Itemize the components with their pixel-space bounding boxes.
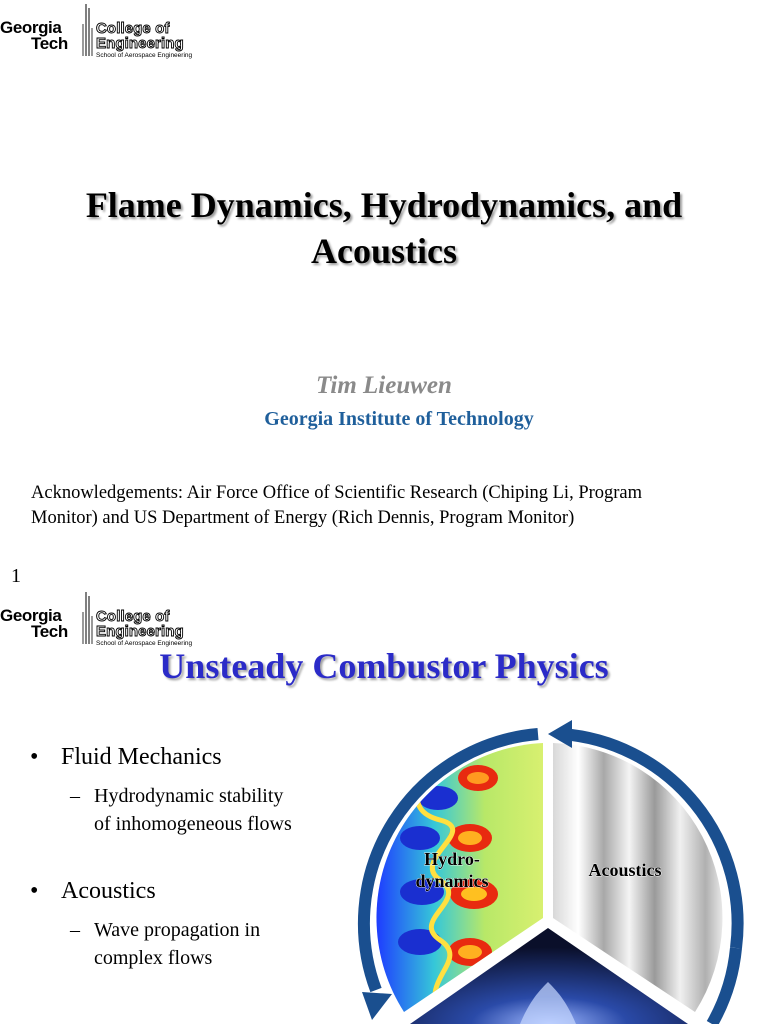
tech-tower-icon [80,592,94,644]
author-name: Tim Lieuwen [316,372,452,399]
georgia-tech-logo [0,4,220,62]
acknowledgements [31,481,751,531]
logo-school-text: School of Aerospace Engineering [96,52,193,59]
label-hydro-line2: dynamics [415,871,489,891]
slide1-title-line1: Flame Dynamics, Hydrodynamics, and [85,185,683,225]
tech-tower-icon [80,4,94,56]
bullet-text: Acoustics [61,878,156,904]
bullet-dot: • [30,878,39,904]
label-acoustics: Acoustics [588,860,662,880]
slide1-title [0,182,768,274]
logo-tech-text: Tech [31,622,68,641]
sub-bullet [70,916,260,972]
page-number: 1 [11,565,21,587]
affiliation: Georgia Institute of Technology [264,408,534,430]
bullet-dot: • [30,744,39,770]
logo-school-text: School of Aerospace Engineering [96,640,193,647]
sub-bullet-line1: Wave propagation in [94,919,261,941]
dash-marker: – [70,919,80,941]
georgia-tech-logo-2 [0,592,220,650]
slide2-title: Unsteady Combustor Physics [159,646,609,686]
sub-bullet-line2: of inhomogeneous flows [94,813,292,835]
logo-tech-text: Tech [31,34,68,53]
logo-college-line2: Engineering [96,623,184,640]
ack-line2: Monitor) and US Department of Energy (Rich Dennis, Program Monitor) [31,508,575,528]
sub-bullet-line1: Hydrodynamic stability [94,785,284,807]
logo-college-line1: College of [96,608,170,625]
logo-georgia-text: Georgia [0,606,62,625]
logo-college-line2: Engineering [96,35,184,52]
slide1-title-line2: Acoustics [311,231,457,271]
ack-line1: Acknowledgements: Air Force Office of Scientific Research (Chiping Li, Program [31,483,643,503]
dash-marker: – [70,785,80,807]
logo-georgia-text: Georgia [0,18,62,37]
bullet-item [30,744,222,771]
bullet-item [30,878,156,905]
bullet-text: Fluid Mechanics [61,744,222,770]
label-hydro-line1: Hydro- [424,849,480,869]
logo-college-line1: College of [96,20,170,37]
sub-bullet-line2: complex flows [94,947,213,969]
physics-cycle-diagram [340,720,768,1024]
sub-bullet [70,782,292,838]
